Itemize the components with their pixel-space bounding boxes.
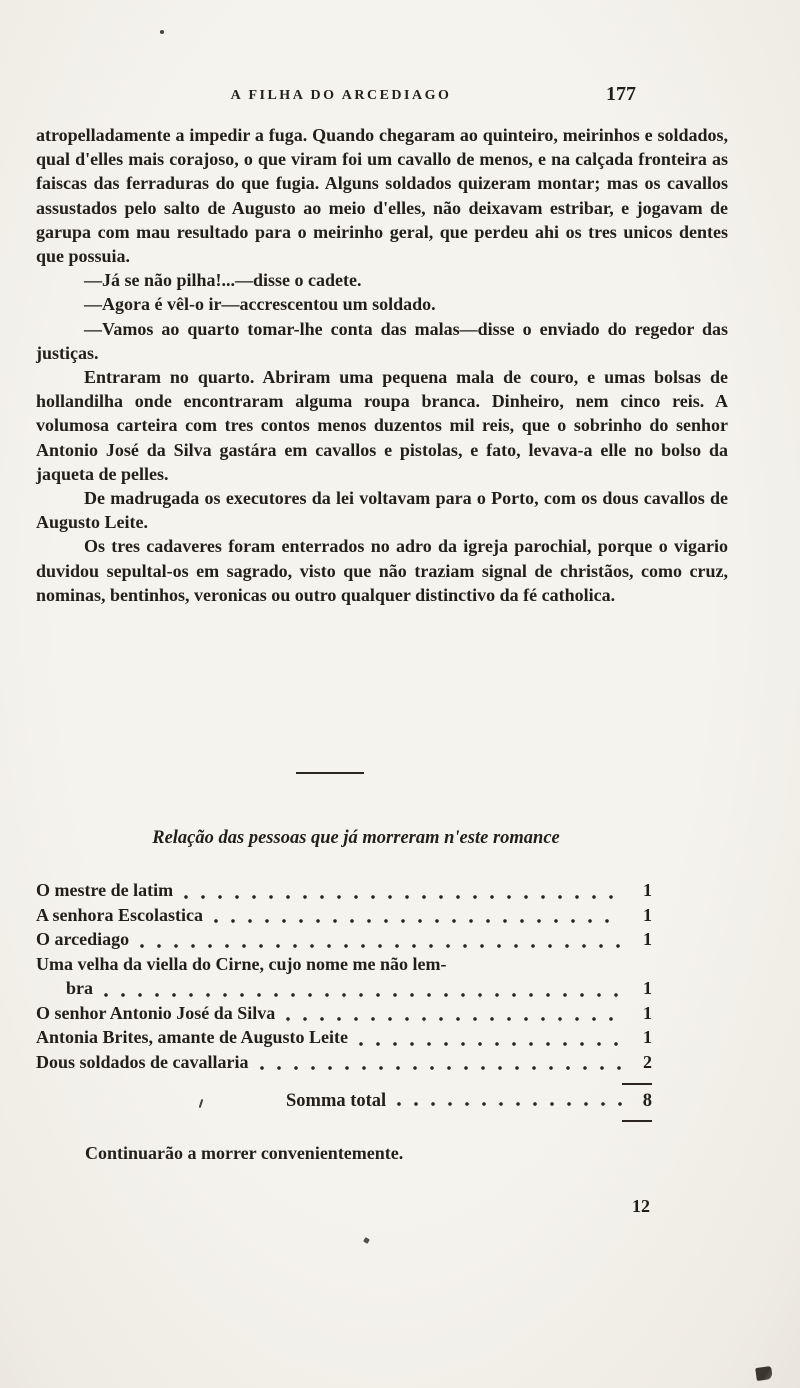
dot-leader <box>183 894 622 900</box>
paragraph: —Vamos ao quarto tomar-lhe conta das malas—disse o enviado do regedor das justiças. <box>36 318 728 363</box>
signature-mark: 12 <box>632 1196 650 1216</box>
row-value: 1 <box>643 1002 652 1023</box>
paragraph: Os tres cadaveres foram enterrados no adro da igreja parochial, porque o vigario duvidou sepultal-os em sagrado, visto que não traziam signal de christãos, como cruz, nominas, bentinhos, veronicas ou outro qualquer distinctivo da fé catholica. <box>36 536 728 605</box>
row-value: 2 <box>643 1051 652 1072</box>
row-label: bra <box>66 978 93 998</box>
paragraph: Entraram no quarto. Abriram uma pequena mala de couro, e umas bolsas de hollandilha onde encontraram alguma roupa branca. Dinheiro, nem cinco reis. A volumosa carteira com tres contos menos duzentos mil reis, que o sobrinho do senhor Antonio José da Silva gastára em cavallos e pistolas, e fato, levava-a elle no bolso da jaqueta de pelles. <box>36 367 728 484</box>
dot-leader <box>139 943 622 949</box>
dot-leader <box>396 1101 622 1107</box>
row-label: Uma velha da viella do Cirne, cujo nome me não lem- <box>36 953 447 974</box>
row-label: O arcediago <box>36 929 130 949</box>
paragraph: —Já se não pilha!...—disse o cadete. <box>84 270 362 291</box>
sum-rule-top <box>622 1083 652 1085</box>
list-row <box>36 880 652 905</box>
paragraph: atropelladamente a impedir a fuga. Quando chegaram ao quinteiro, meirinhos e soldados, qual d'elles mais corajoso, o que viram foi um cavallo de menos, e na calçada fronteira as faiscas das ferraduras do que fugia. Alguns soldados quizeram montar; mas os cavallos assustados pelo salto de Augusto ao meio d'elles, não deixavam estribar, e jogavam de garupa com mau resultado para o meirinho geral, que perdeu ahi os tres unicos dentes que possuia. <box>36 125 728 267</box>
death-list <box>36 880 652 1122</box>
dot-leader <box>358 1041 622 1047</box>
list-row <box>36 1052 652 1077</box>
row-value: 1 <box>643 904 652 925</box>
death-list-heading: Relação das pessoas que já morreram n'este romance <box>152 828 560 848</box>
page-number: 177 <box>606 83 636 105</box>
scan-corner-mark <box>755 1366 773 1381</box>
row-label: O senhor Antonio José da Silva <box>36 1002 276 1023</box>
total-label: Somma total <box>286 1091 387 1111</box>
list-row <box>36 978 652 1003</box>
row-value: 1 <box>643 880 652 900</box>
dot-leader <box>213 918 622 924</box>
closing-line: Continuarão a morrer convenientemente. <box>85 1143 404 1163</box>
row-value: 1 <box>643 929 652 949</box>
paragraph: De madrugada os executores da lei voltavam para o Porto, com os dous cavallos de Augusto Leite. <box>36 488 728 533</box>
list-row <box>36 905 652 930</box>
row-label: A senhora Escolastica <box>36 904 204 925</box>
row-value: 1 <box>643 1027 652 1047</box>
row-value: 1 <box>643 978 652 998</box>
dot-leader <box>259 1065 622 1071</box>
row-label: Dous soldados de cavallaria <box>36 1051 249 1072</box>
list-row <box>36 1027 652 1052</box>
running-header-title: A FILHA DO ARCEDIAGO <box>230 88 452 103</box>
body-text-block <box>36 123 728 607</box>
section-divider-rule <box>296 772 364 774</box>
dot-leader <box>285 1016 622 1022</box>
scan-speck <box>363 1237 370 1244</box>
row-label: Antonia Brites, amante de Augusto Leite <box>36 1027 348 1047</box>
list-row <box>36 1003 652 1028</box>
row-label: O mestre de latim <box>36 880 174 900</box>
sum-rule-bottom <box>622 1120 652 1122</box>
list-row <box>36 954 652 979</box>
total-value: 8 <box>642 1091 652 1111</box>
scan-speck <box>160 30 164 34</box>
total-row <box>36 1091 652 1112</box>
paragraph: —Agora é vêl-o ir—accrescentou um soldado. <box>84 294 436 315</box>
list-row <box>36 929 652 954</box>
dot-leader <box>103 992 622 998</box>
